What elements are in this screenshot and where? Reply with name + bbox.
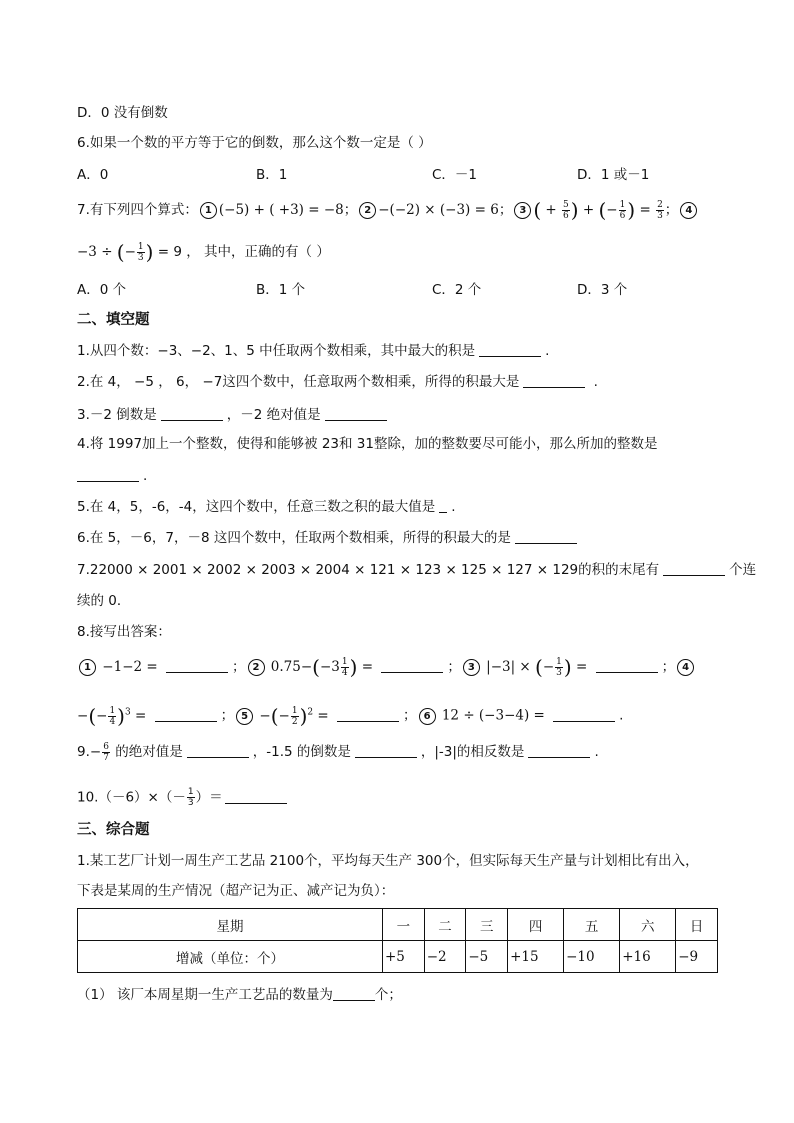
circle-4-icon: 4	[680, 202, 697, 219]
table-header-cell: 五	[564, 909, 620, 941]
comp-q1-sub-1-text: （1） 该厂本周星期一生产工艺品的数量为	[77, 987, 333, 1003]
table-header-cell: 四	[508, 909, 564, 941]
q7-option-b: B．1 个	[256, 282, 306, 298]
q7-prefix: 7.有下列四个算式：	[77, 202, 198, 218]
fill-q6-text: 6.在 5，－6，7，－8 这四个数中，任取两个数相乘，所得的积最大的是	[77, 530, 511, 546]
answer-blank[interactable]	[381, 658, 443, 673]
fill-q9-text-a: 的绝对值是	[115, 744, 183, 760]
comp-q1-sub-1	[77, 985, 402, 1005]
circle-3-icon: 3	[463, 659, 480, 676]
comp-q1-sub-1-tail: 个；	[374, 987, 402, 1003]
table-cell: −9	[676, 941, 718, 973]
fill-q2-text: 2.在 4， −5 ， 6， −7这四个数中，任意取两个数相乘，所得的积最大是	[77, 374, 520, 390]
comp-q1-line-2: 下表是某周的生产情况（超产记为正、减产记为负）：	[77, 883, 395, 899]
fill-q5-text: 5.在 4，5，-6，-4，这四个数中，任意三数之积的最大值是	[77, 499, 436, 515]
option-d-prev: D．0 没有倒数	[77, 105, 168, 121]
fill-q7-line-2: 续的 0．	[77, 593, 131, 609]
question-7-stem: 7.有下列四个算式： 1 (−5) + ( +3) = −8； 2 −(−2) × (−3) = 6； 3 ( + $\frac{5}{6}$ ) + (− $\frac{1}{6}$ ) = $\frac{2}{3}$ ； 4	[77, 200, 699, 221]
section-3-title: 三、综合题	[77, 822, 150, 838]
fill-q9-text-c: ，|-3|的相反数是	[420, 744, 525, 760]
answer-blank[interactable]	[225, 789, 287, 804]
answer-blank[interactable]	[337, 707, 399, 722]
answer-blank[interactable]	[333, 986, 375, 1001]
fill-q3	[77, 405, 391, 425]
circle-3-icon: 3	[514, 202, 531, 219]
comp-q1-line-1: 1.某工艺厂计划一周生产工艺品 2100个，平均每天生产 300个，但实际每天生产量与计划相比有出入，	[77, 853, 699, 869]
q8-expr-5: −(− $\frac{1}{2}$ )$^2$ =	[259, 703, 329, 728]
circle-1-icon: 1	[79, 659, 96, 676]
table-header-cell: 六	[620, 909, 676, 941]
answer-blank[interactable]	[515, 529, 577, 544]
q7-expr-2: −(−2) × (−3) = 6	[378, 202, 499, 218]
q7-tail: = 9 ， 其中，正确的有（ ）	[153, 244, 330, 260]
answer-blank[interactable]	[166, 658, 228, 673]
answer-blank[interactable]	[439, 498, 447, 513]
q6-option-c: C．－1	[432, 167, 478, 183]
fill-q10: 10.（－6）×（－ $\frac{1}{3}$ ）＝	[77, 787, 291, 808]
table-header-cell: 日	[676, 909, 718, 941]
table-header-cell: 一	[383, 909, 425, 941]
production-table	[77, 908, 718, 973]
table-row	[78, 941, 718, 973]
fill-q3-text-a: 3.－2 倒数是	[77, 407, 157, 423]
answer-blank[interactable]	[663, 561, 725, 576]
fill-q7-text-a: 7.22000 × 2001 × 2002 × 2003 × 2004 × 121 × 123 × 125 × 127 × 129的积的末尾有	[77, 562, 660, 578]
answer-blank[interactable]	[528, 743, 590, 758]
fill-q8-line-2: −(− $\frac{1}{4}$ )$^3$ = ； 5 −(− $\frac{1}{2}$ )$^2$ = ； 6 12 ÷ (−3−4) = .	[77, 703, 624, 728]
table-cell: +5	[383, 941, 425, 973]
fill-q6	[77, 528, 581, 548]
table-cell: +15	[508, 941, 564, 973]
answer-blank[interactable]	[155, 707, 217, 722]
q6-option-d: D．1 或－1	[577, 167, 650, 183]
fill-q3-text-b: ，－2 绝对值是	[226, 407, 321, 423]
fill-q2: 2.在 4， −5 ， 6， −7这四个数中，任意取两个数相乘，所得的积最大是 .	[77, 374, 598, 390]
fill-q4-line-2: .	[77, 466, 147, 486]
q6-option-a: A．0	[77, 167, 109, 183]
fill-q7	[77, 560, 756, 580]
q8-expr-2: 0.75−(−3 $\frac{1}{4}$ ) =	[270, 655, 374, 679]
question-6-stem: 6.如果一个数的平方等于它的倒数，那么这个数一定是（ ）	[77, 135, 432, 151]
q6-option-b: B．1	[256, 167, 288, 183]
circle-4-icon: 4	[677, 659, 694, 676]
table-cell: −10	[564, 941, 620, 973]
q10-fraction: $\frac{1}{3}$	[187, 787, 194, 808]
fill-q8: 8.接写出答案：	[77, 624, 171, 640]
table-row-label: 增减（单位：个）	[78, 941, 383, 973]
answer-blank[interactable]	[479, 342, 541, 357]
section-2-title: 二、填空题	[77, 312, 150, 328]
table-header-cell: 三	[466, 909, 508, 941]
fill-q9-text-b: ，-1.5 的倒数是	[252, 744, 351, 760]
table-cell: −5	[466, 941, 508, 973]
answer-blank[interactable]	[355, 743, 417, 758]
q7-expr-1: (−5) + ( +3) = −8	[218, 202, 344, 218]
answer-blank[interactable]	[596, 658, 658, 673]
q7-expr-4: −3 ÷ (− $\frac{1}{3}$ )	[77, 240, 154, 264]
q7-expr-3: ( + $\frac{5}{6}$ ) + (− $\frac{1}{6}$ ) = $\frac{2}{3}$	[533, 198, 663, 222]
q9-fraction: − $\frac{6}{7}$	[89, 742, 109, 763]
fill-q7-text-b: 个连	[729, 562, 757, 578]
table-cell: −2	[424, 941, 466, 973]
fill-q4: 4.将 1997加上一个整数，使得和能够被 23和 31整除，加的整数要尽可能小，那么所加的整数是	[77, 436, 658, 452]
fill-q1: 1.从四个数：−3、−2、1、5 中任取两个数相乘，其中最大的积是 .	[77, 343, 550, 359]
q8-expr-1: −1−2 =	[102, 659, 158, 675]
table-cell: +16	[620, 941, 676, 973]
table-header-cell: 星期	[78, 909, 383, 941]
fill-q9: 9.− $\frac{6}{7}$ 的绝对值是 ，-1.5 的倒数是 ，|-3|的相反数是 .	[77, 742, 599, 763]
q7-option-c: C．2 个	[432, 282, 482, 298]
question-7-line-2	[77, 242, 330, 263]
answer-blank[interactable]	[77, 467, 139, 482]
fill-q10-text: 10.（－6）×（－	[77, 789, 186, 806]
q8-expr-4: −(− $\frac{1}{4}$ )$^3$ =	[77, 703, 147, 728]
q8-expr-2-head: 0.75−	[270, 659, 313, 675]
answer-blank[interactable]	[161, 406, 223, 421]
answer-blank[interactable]	[187, 743, 249, 758]
answer-blank[interactable]	[553, 707, 615, 722]
q8-expr-6: 12 ÷ (−3−4) =	[441, 707, 545, 724]
q8-expr-3: |−3| × (− $\frac{1}{3}$ ) =	[486, 655, 588, 679]
answer-blank[interactable]	[325, 406, 387, 421]
circle-1-icon: 1	[200, 202, 217, 219]
table-header-row	[78, 909, 718, 941]
circle-2-icon: 2	[359, 202, 376, 219]
q7-option-d: D．3 个	[577, 282, 628, 298]
circle-6-icon: 6	[419, 708, 436, 725]
q7-option-a: A．0 个	[77, 282, 127, 298]
fill-q8-line-1: 1 −1−2 = ； 2 0.75−(−3 $\frac{1}{4}$ ) = ； 3 |−3| × (− $\frac{1}{3}$ ) = ； 4	[77, 657, 696, 678]
circle-5-icon: 5	[236, 708, 253, 725]
table-header-cell: 二	[424, 909, 466, 941]
q8-expr-3-head: |−3| ×	[486, 659, 531, 675]
circle-2-icon: 2	[248, 659, 265, 676]
answer-blank[interactable]	[523, 373, 585, 388]
fill-q5: 5.在 4，5，-6，-4，这四个数中，任意三数之积的最大值是 .	[77, 499, 456, 515]
fill-q1-text: 1.从四个数：−3、−2、1、5 中任取两个数相乘，其中最大的积是	[77, 343, 476, 359]
